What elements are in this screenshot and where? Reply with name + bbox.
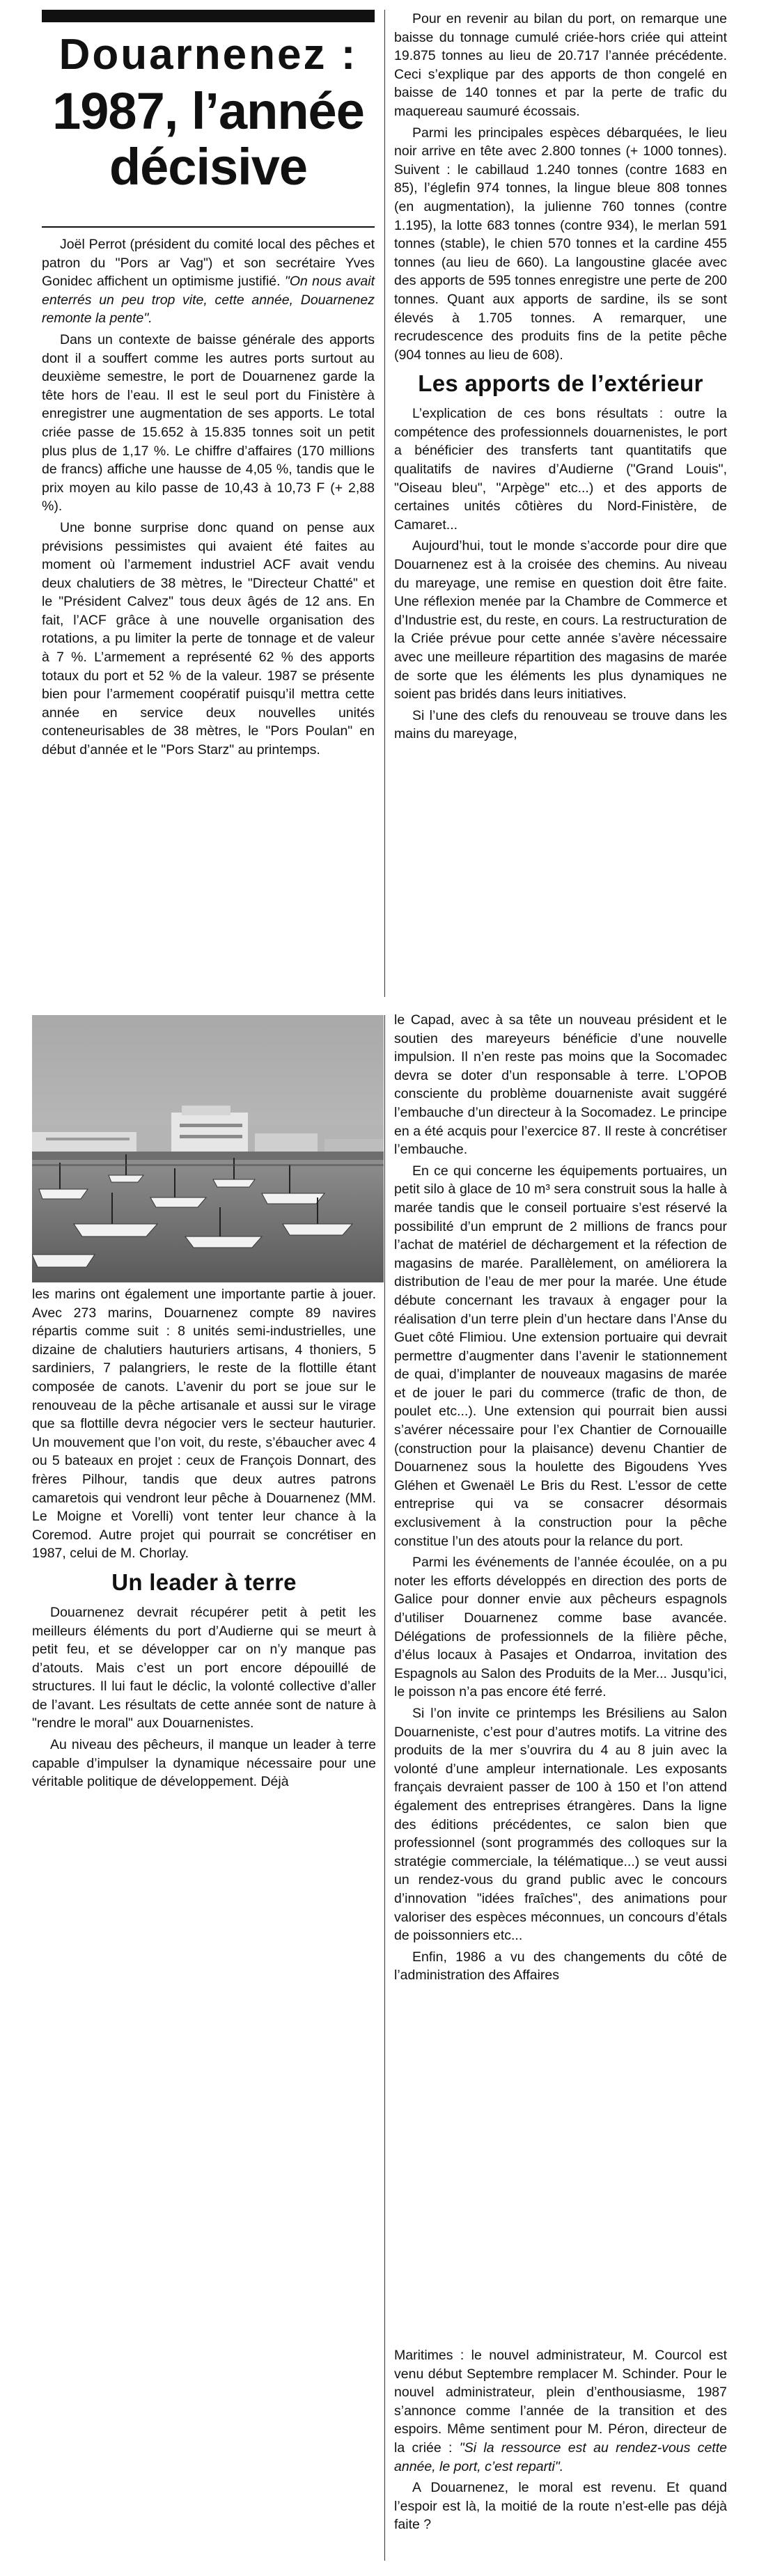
quote: "Si la ressource est au rendez-vous cette année, le port, c’est reparti". bbox=[394, 2440, 727, 2474]
column-3 bbox=[32, 1285, 376, 1794]
quote: "On nous avait enterrés un peu trop vite, cette année, Douarnenez remonte la pente". bbox=[42, 274, 375, 327]
kicker: Douarnenez : bbox=[58, 31, 358, 79]
paragraph: Une bonne surprise donc quand on pense aux prévisions pessimistes qui avaient été faites au moment où l’armement industriel ACF avait vendu deux chalutiers de 38 mètres, le "Directeur Chatté" et le "Président Calvez" tous deux âgés de 12 ans. En fait, l’ACF grâce à une nouvelle organisation des rotations, a pu limiter la perte de tonnage et de valeur à 7 %. L’armement a représenté 62 % des apports totaux du port et 52 % de la valeur. 1987 se présente bien pour l’armement coopératif puisqu’il mettra cette année en service deux nouvelles unités conteneurisables de 38 mètres, le "Pors Poulan" en début d’année et le "Pors Starz" au printemps. bbox=[42, 519, 375, 758]
headline-block bbox=[42, 31, 375, 195]
paragraph: Aujourd’hui, tout le monde s’accorde pour dire que Douarnenez est à la croisée des chemins. Au niveau du mareyage, une remise en question doit être faite. Une réflexion menée par la Chambre de Commerce et d’Industrie est, du reste, en cours. La restructuration de la Criée prévue pour cette année s’avère nécessaire avec une meilleure répartition des magasins de marée de sorte que les éléments les plus dynamiques ne soient pas bridés dans leurs initiatives. bbox=[394, 538, 728, 702]
column-divider bbox=[384, 10, 385, 997]
harbour-photo bbox=[32, 1015, 384, 1282]
paragraph: Joël Perrot (président du comité local des pêches et patron du "Pors ar Vag") et son secrétaire Yves Gonidec affichent un optimisme justifié. "On nous avait enterrés un peu trop vite, cette année, Douarnenez remonte la pente". bbox=[42, 237, 375, 327]
paragraph: les marins ont également une importante partie à jouer. Avec 273 marins, Douarnenez compte 89 navires répartis comme suit : 8 unités semi-industrielles, une dizaine de chalutiers hauturiers artisans, 4 thoniers, 5 sardiniers, 7 palangriers, le reste de la flottille étant composée de canots. L’avenir du port se joue sur le renouveau de la pêche artisanale et aussi sur le virage que sa flottille devra négocier vers le secteur hauturier. Un mouvement que l’on voit, du reste, s’ébaucher avec 4 ou 5 bateaux en projet : ceux de François Donnart, des frères Pilhour, tandis que deux autres patrons camaretois qui vendront leur pêche à Douarnenez (MM. Le Moigne et Vorelli) vont tenter leur chance à la Coremod. Autre projet qui pourrait se concrétiser en 1987, celui de M. Chorlay. bbox=[32, 1287, 376, 1562]
column-1 bbox=[42, 235, 375, 762]
column-divider bbox=[384, 1015, 385, 2561]
paragraph: Dans un contexte de baisse générale des apports dont il a souffert comme les autres ports surtout au deuxième semestre, le port de Douarnenez garde la tête hors de l’eau. Il est le seul port du Finistère à enregistrer une augmentation de ses apports. Le total criée passe de 15.652 à 15.835 tonnes soit un petit plus plus de 1,17 %. Le chiffre d’affaires (170 millions de francs) affiche une hausse de 4,05 %, tandis que le prix moyen au kilo passe de 10,43 à 10,73 F (+ 2,88 %). bbox=[42, 331, 375, 515]
headline bbox=[42, 84, 375, 195]
subheading-leader: Un leader à terre bbox=[111, 1569, 297, 1595]
paragraph: A Douarnenez, le moral est revenu. Et quand l’espoir est là, la moitié de la route n’est-elle pas déjà faite ? bbox=[394, 2480, 727, 2533]
photo-illustration bbox=[32, 1015, 384, 1282]
paragraph: Parmi les principales espèces débarquées, le lieu noir arrive en tête avec 2.800 tonnes (+ 1000 tonnes). Suivent : le cabillaud 1.240 tonnes (contre 1683 en 85), l’églefin 974 tonnes, la lingue bleue 808 tonnes (en augmentation), la julienne 760 tonnes (contre 1.195), la lotte 683 tonnes (contre 934), le merlan 591 tonnes (stable), le chien 570 tonnes et la cardine 455 tonnes (au lieu de 660). La langoustine glacée avec des apports de 595 tonnes enregistre une perte de 200 tonnes. Quant aux apports de sardine, ils se sont élevés à 1.705 tonnes. A remarquer, une recrudescence des produits fins de la petite pêche (904 tonnes au lieu de 608). bbox=[394, 125, 727, 363]
paragraph: Si l’on invite ce printemps les Brésiliens au Salon Douarneniste, c’est pour d’autres motifs. La vitrine des produits de la mer s’ouvrira du 4 au 8 juin avec la volonté d’une ampleur internationale. Les exposants français devraient passer de 100 à 150 et l’on attend également des entreprises étrangères. Dans la ligne des éditions précédentes, ce salon bien que professionnel (sont programmés des colloques sur la stratégie commerciale, la télématique...) se veut aussi un rendez-vous du grand public avec le concours d’innovation "idées fraîches", des animations pour valoriser des espèces méconnues, un concours d’étals de poissonniers etc... bbox=[394, 1705, 727, 1944]
headline-text: 1987, l’année décisive bbox=[52, 82, 364, 196]
paragraph: le Capad, avec à sa tête un nouveau président et le soutien des mareyeurs bénéficie d’une nouvelle impulsion. Il n’en reste pas moins que la Socomadec devra se doter d’un responsable à terre. L’OPOB consciente du problème douarneniste avait suggéré l’embauche d’un directeur à la Socomadez. Le principe en a été acquis pour l’exercice 87. Il reste à concrétiser l’embauche. bbox=[394, 1012, 727, 1158]
top-rule bbox=[42, 10, 375, 22]
paragraph: L’explication de ces bons résultats : outre la compétence des professionnels douarnenistes, le port a bénéficier des transferts tant quantitatifs que qualitatifs de navires d’Audierne ("Grand Louis", "Oiseau bleu", "Arpège" etc...) et des apports de certaines unités côtières du Nord-Finistère, de Camaret... bbox=[394, 406, 727, 533]
column-4 bbox=[394, 1011, 727, 1988]
paragraph: En ce qui concerne les équipements portuaires, un petit silo à glace de 10 m³ sera construit sous la halle à marée tandis que le conseil portuaire s’est réservé la possibilité d’un emprunt de 2 millions de francs pour l’achat de matériel de déchargement et la réfection de magasins de marée. Parallèlement, on améliorera la distribution de l’eau de mer pour la marée. Une étude débute concernant les travaux à engager pour la réalisation d’un terre plein d’un hectare dans l’Anse du Guet côté Flimiou. Une extension portuaire qui devrait permettre d’augmenter dans l’avenir le stationnement de quai, d’implanter de nouveaux magasins de marée et de jouer le pari du commerce (trafic de thon, de poulet etc...). Une extension qui pourrait bien aussi s’avérer nécessaire pour l’ex Chantier de Cornouaille (construction pour la plaisance) devenu Chantier de Douarnenez sous la houlette des Bigoudens Yves Gléhen et Gwenaël Le Bris du Rest. L’essor de cette entreprise qui va se consacrer désormais exclusivement à la construction pour la pêche constitue l’un des atouts pour la relance du port. bbox=[394, 1163, 727, 1549]
paragraph: Au niveau des pêcheurs, il manque un leader à terre capable d’impulser la dynamique nécessaire pour une véritable politique de développement. Déjà bbox=[32, 1737, 376, 1790]
paragraph: Douarnenez devrait récupérer petit à petit les meilleurs éléments du port d’Audierne qui se meurt à petit feu, et se développer car on n’y manque pas d’atouts. Mais c’est un port encore dépouillé de structures. Il lui faut le déclic, la volonté collective d’aller de l’avant. Les résultats de cette année sont de nature à "rendre le moral" aux Douarnenistes. bbox=[32, 1604, 376, 1731]
subheading-exterior: Les apports de l’extérieur bbox=[418, 370, 703, 397]
column-5 bbox=[394, 2346, 727, 2537]
paragraph: Enfin, 1986 a vu des changements du côté de l’administration des Affaires bbox=[394, 1949, 727, 1984]
paragraph: Maritimes : le nouvel administrateur, M. Courcol est venu début Septembre remplacer M. Schinder. Pour le nouvel administrateur, plein d’enthousiasme, 1987 s’annonce comme l’année de la transition et des espoirs. Même sentiment pour M. Péron, directeur de la criée : "Si la ressource est au rendez-vous cette année, le port, c’est reparti". bbox=[394, 2348, 727, 2474]
headline-bottom-rule bbox=[42, 226, 375, 228]
paragraph: Parmi les événements de l’année écoulée, on a pu noter les efforts développés en direction des ports de Galice pour donner envie aux pêcheurs espagnols d’utiliser Douarnenez comme base avancée. Délégations de professionnels de la filière pêche, d’élus locaux à Pasajes et Ondarroa, invitation des Espagnols au Salon des Produits de la Mer... Jusqu’ici, le poisson n’a pas encore été ferré. bbox=[394, 1555, 727, 1700]
paragraph: Si l’une des clefs du renouveau se trouve dans les mains du mareyage, bbox=[394, 707, 727, 742]
column-2 bbox=[394, 10, 727, 746]
paragraph: Pour en revenir au bilan du port, on remarque une baisse du tonnage cumulé criée-hors criée qui atteint 19.875 tonnes au lieu de 20.717 l’année précédente. Ceci s’explique par des apports de thon congelé en baisse de 140 tonnes et par la perte de trafic du maquereau saumuré écossais. bbox=[394, 11, 727, 119]
